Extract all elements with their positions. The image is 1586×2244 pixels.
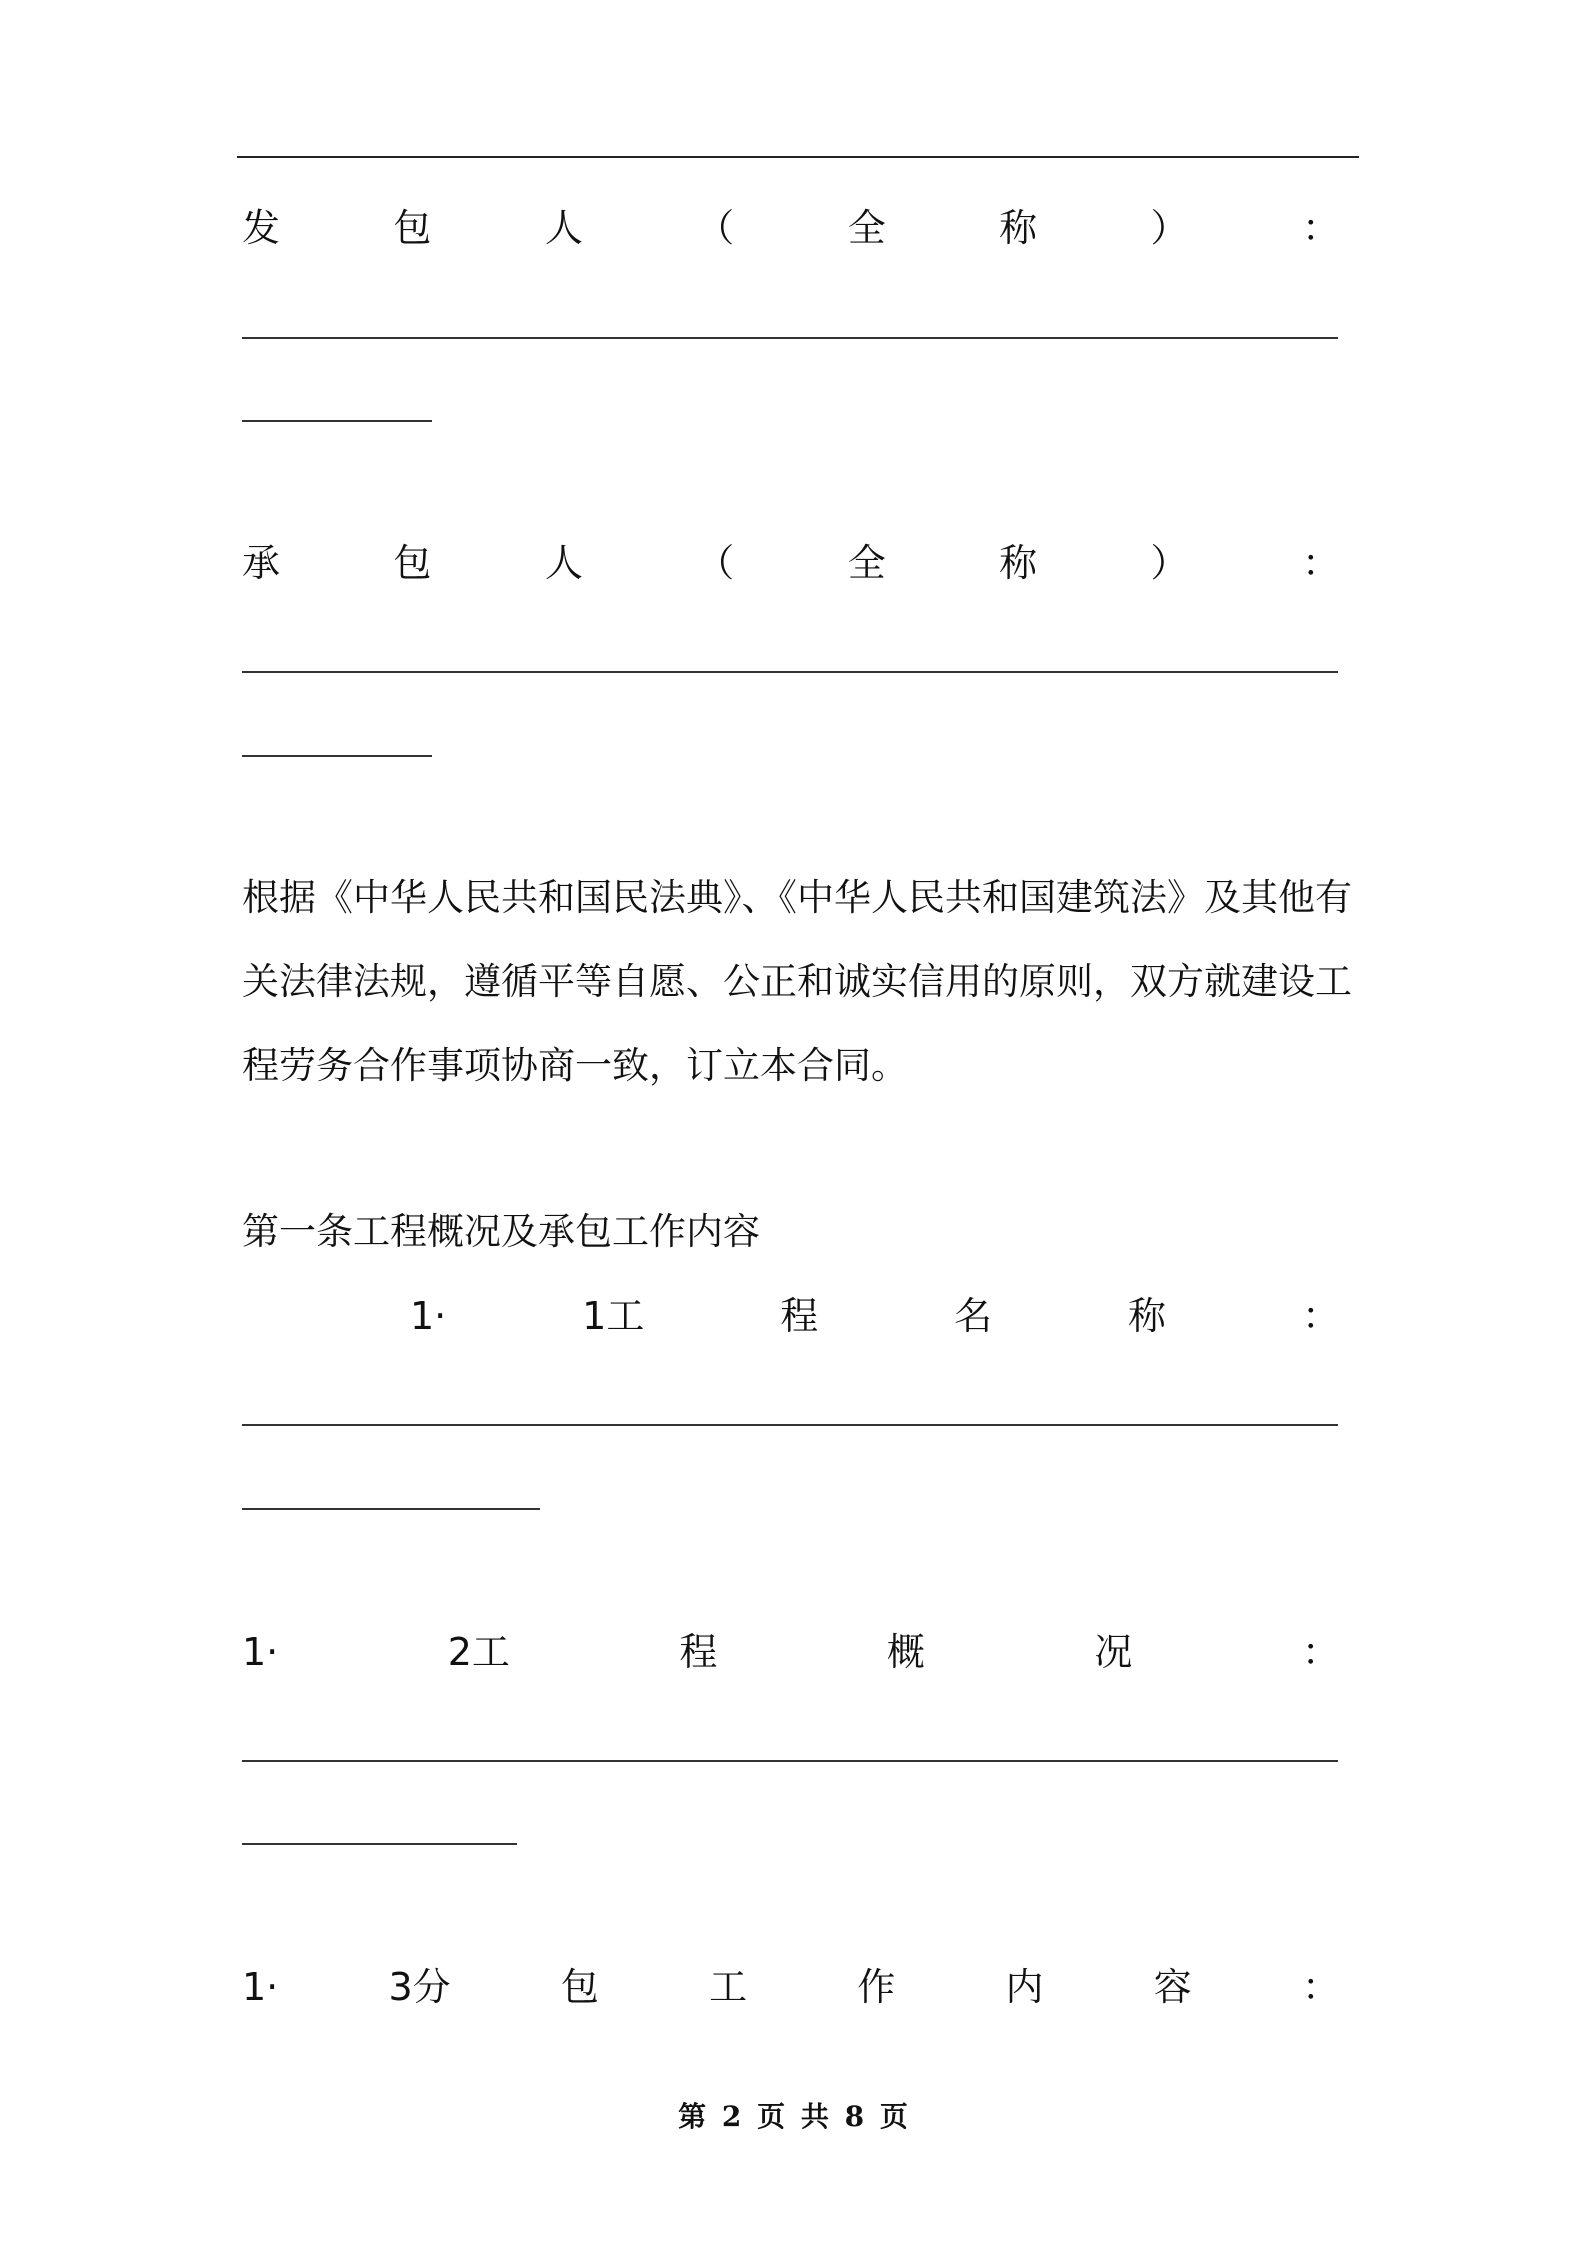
contractor-label-char: ） bbox=[1150, 541, 1189, 585]
contractor-label-char: 包 bbox=[393, 541, 432, 585]
contractor-label-char: 承 bbox=[242, 541, 281, 585]
project-name-blank[interactable] bbox=[242, 1424, 1338, 1426]
project-overview-label-part: 程 bbox=[679, 1630, 718, 1674]
contractor-label bbox=[242, 533, 1340, 593]
employer-label bbox=[242, 198, 1340, 258]
project-name-label bbox=[410, 1286, 1340, 1346]
preamble-paragraph bbox=[242, 856, 1362, 1108]
subcontract-scope-label bbox=[242, 1957, 1340, 2017]
project-name-label-part: 程 bbox=[780, 1294, 819, 1338]
subcontract-scope-label-part: 容 bbox=[1153, 1965, 1192, 2009]
subcontract-scope-label-part: 包 bbox=[560, 1965, 599, 2009]
project-overview-label bbox=[242, 1622, 1340, 1682]
project-overview-label-part: 1· bbox=[242, 1630, 279, 1674]
contractor-name-blank-continued[interactable] bbox=[242, 755, 432, 757]
employer-label-char: 包 bbox=[393, 206, 432, 250]
preamble-line: 关法律法规，遵循平等自愿、公正和诚实信用的原则，双方就建设工 bbox=[242, 960, 1352, 1003]
subcontract-scope-label-part: ： bbox=[1301, 1965, 1340, 2009]
project-name-label-part: 称 bbox=[1128, 1294, 1167, 1338]
article-1-title: 第一条工程概况及承包工作内容 bbox=[242, 1210, 760, 1253]
contractor-label-char: 人 bbox=[544, 541, 583, 585]
project-overview-label-part: 概 bbox=[886, 1630, 925, 1674]
subcontract-scope-label-part: 作 bbox=[857, 1965, 896, 2009]
employer-name-blank-continued[interactable] bbox=[242, 420, 432, 422]
project-overview-label-part: ： bbox=[1301, 1630, 1340, 1674]
subcontract-scope-label-part: 3分 bbox=[388, 1965, 451, 2009]
employer-name-blank[interactable] bbox=[242, 337, 1338, 339]
contractor-label-char: ： bbox=[1301, 541, 1340, 585]
subcontract-scope-label-part: 1· bbox=[242, 1965, 279, 2009]
employer-label-char: 全 bbox=[847, 206, 886, 250]
contractor-name-blank[interactable] bbox=[242, 671, 1338, 673]
employer-label-char: ： bbox=[1301, 206, 1340, 250]
preamble-line: 根据《中华人民共和国民法典》、《中华人民共和国建筑法》及其他有 bbox=[242, 876, 1352, 919]
employer-label-char: 人 bbox=[544, 206, 583, 250]
page-number: 第 2 页 共 8 页 bbox=[678, 2100, 908, 2133]
employer-label-char: ） bbox=[1150, 206, 1189, 250]
preamble-line: 程劳务合作事项协商一致，订立本合同。 bbox=[242, 1044, 908, 1087]
contractor-label-char: （ bbox=[696, 541, 735, 585]
employer-label-char: 称 bbox=[999, 206, 1038, 250]
project-overview-blank-continued[interactable] bbox=[242, 1843, 517, 1845]
employer-label-char: 发 bbox=[242, 206, 281, 250]
project-name-label-part: 1· bbox=[410, 1294, 447, 1338]
subcontract-scope-label-part: 内 bbox=[1005, 1965, 1044, 2009]
subcontract-scope-label-part: 工 bbox=[709, 1965, 748, 2009]
project-overview-label-part: 2工 bbox=[447, 1630, 510, 1674]
project-name-label-part: ： bbox=[1301, 1294, 1340, 1338]
project-overview-label-part: 况 bbox=[1094, 1630, 1133, 1674]
project-name-blank-continued[interactable] bbox=[242, 1508, 540, 1510]
project-overview-blank[interactable] bbox=[242, 1760, 1338, 1762]
contractor-label-char: 全 bbox=[847, 541, 886, 585]
header-rule bbox=[237, 156, 1359, 158]
employer-label-char: （ bbox=[696, 206, 735, 250]
contractor-label-char: 称 bbox=[999, 541, 1038, 585]
project-name-label-part: 名 bbox=[954, 1294, 993, 1338]
project-name-label-part: 1工 bbox=[582, 1294, 645, 1338]
